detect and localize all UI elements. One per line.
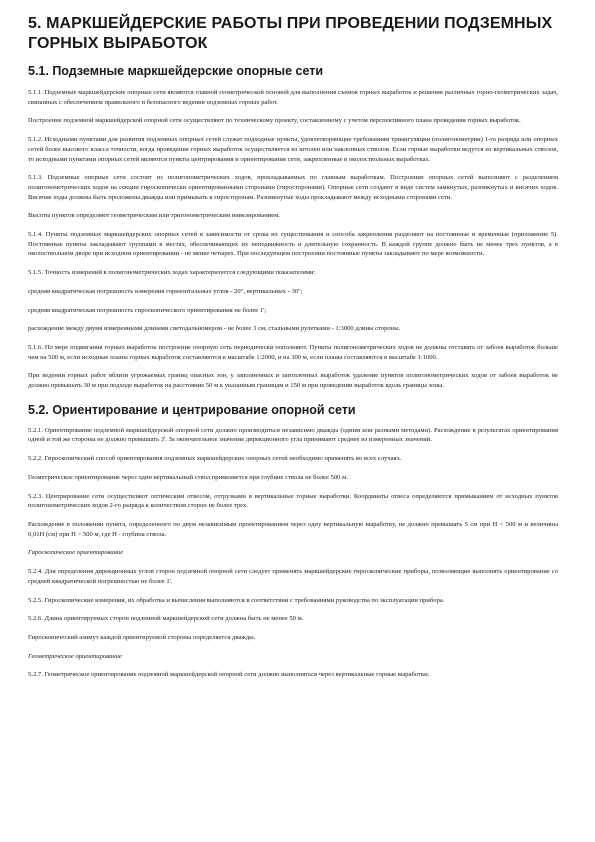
paragraph: 5.1.3. Подземные опорные сети состоят из полигонометрических ходов, прокладываемых по главным выработкам. Построение опорных сетей выполняют с разделением полигонометрических ходов на секции гироскопически ориентированными сторонами (гиросторонами). Опорные сети создают в виде систем замкнутых, разомкнутых и висячих ходов. Висячие ходы должны быть проложены дважды или примыкать к гиросторонам. Разомкнутые ходы прокладывают между исходными сторонами сети. xyxy=(28,174,558,201)
paragraph: расхождение между двумя измеренными длинами светодальномером - не более 3 см, стальными рулетками - 1:3000 длины стороны. xyxy=(28,325,401,333)
paragraph: 5.1.6. По мере подвигания горных выработок построение опорную сеть периодически пополняют. Пункты полигонометрических ходов не должны отставать от забоев выработок больше чем на 500 м, если исходные планы горных выработок составляются в масштабе 1:2000, и на 300 м, если планы составляются в масштабе 1:1000. xyxy=(28,343,558,361)
paragraph: 5.2.5. Гироскопические измерения, их обработка и вычисления выполняются в соответствии с требованиями руководства по эксплуатации прибора. xyxy=(28,596,445,604)
paragraph: Построение подземной маркшейдерской опорной сети осуществляют по техническому проекту, составленному с учетом перспективного плана проведения горных выработок. xyxy=(28,117,521,125)
paragraph: 5.2.7. Геометрическое ориентирование подземной маркшейдерской опорной сети должно выполняться через вертикальные горные выработки. xyxy=(28,671,430,679)
paragraph: 5.1.4. Пункты подземных маркшейдерских опорных сетей в зависимости от срока их существования и способа закрепления разделяют на постоянные и временные (приложение 5). Постоянные пункты закладывают группами в местах, обеспечивающих их неподвижность и длительную сохранность. В каждой группе должно быть не менее трех пунктов, а в околоствольном дворе при исходном ориентировании - не менее четырех. При последующем построении постоянные пункты закладывают по мере возможности. xyxy=(28,231,558,258)
subheading-geometric-orientation: Геометрическое ориентирование xyxy=(28,652,122,660)
paragraph: 5.2.4. Для определения дирекционных углов сторон подземной опорной сети следует применять маркшейдерские гироскопические приборы, позволяющие выполнять ориентирование со средней квадратической погрешностью не более 1'. xyxy=(28,568,558,585)
paragraph: 5.1.5. Точность измерений в полигонометрических ходах характеризуется следующими показателями: xyxy=(28,269,316,277)
paragraph: 5.1.2. Исходными пунктами для развития подземных опорных сетей служат подходные пункты, удовлетворяющие требованиям триангуляции (полигонометрии) 1-го разряда или опорных сетей более высокого класса точности, когда проведение горных выработок осуществляется из штолен или наклонных стволов. Если горные выработки ведутся из вертикальных стволов, то исходными пунктами опорных сетей являются пункты центрирования и ориентирования сети, закрепленные в околоствольных выработках. xyxy=(28,136,558,163)
paragraph: 5.1.1. Подземные маркшейдерские опорные сети являются главной геометрической основой для выполнения съемок горных выработок и решения различных горно-геометрических задач, связанных с обеспечением правильного и безопасного ведения подземных горных работ. xyxy=(28,89,558,106)
paragraph: средняя квадратическая погрешность гироскопического ориентирования не более 1'; xyxy=(28,306,267,314)
paragraph: Высоты пунктов определяют геометрическим или тригонометрическим нивелированием. xyxy=(28,212,280,220)
paragraph: средняя квадратическая погрешность измерения горизонтальных углов - 20", вертикальных - 30"; xyxy=(28,287,303,295)
paragraph: Расхождение в положении пункта, определенного по двум независимым проектированием через одну вертикальную выработку, не должно превышать 5 см при H < 500 м и величины 0,01H (см) при H > 500 м, где H - глубина ствола. xyxy=(28,520,558,538)
paragraph: 5.2.2. Гироскопический способ ориентирования подземных маркшейдерских опорных сетей необходимо применять во всех случаях. xyxy=(28,455,402,463)
paragraph: При ведении горных работ вблизи угрожаемых границ опасных зон, у заполненных и затопленных выработок удаление пунктов полигонометрических ходов от забоев выработок не должно превышать 30 м при подходе выработок на расстояние 50 м к указанным границам и 150 м при проведении выработок вдоль границы зоны. xyxy=(28,372,558,390)
section-heading-5-2: 5.2. Ориентирование и центрирование опорной сети xyxy=(28,402,356,417)
paragraph: Геометрическое ориентирование через один вертикальный ствол применяется при глубине ствола не более 500 м. xyxy=(28,473,348,481)
paragraph: 5.2.1. Ориентирование подземной маркшейдерской опорной сети должно производиться независимо дважды (одним или разными методами). Расхождение в результатах ориентирования одной и той же стороны не должно превышать 3'. За окончательное значение дирекционного угла принимают среднее из измеренных значений. xyxy=(28,426,558,444)
chapter-heading: 5. МАРКШЕЙДЕРСКИЕ РАБОТЫ ПРИ ПРОВЕДЕНИИ ПОДЗЕМНЫХ ГОРНЫХ ВЫРАБОТОК xyxy=(28,15,553,52)
section-heading-5-1: 5.1. Подземные маркшейдерские опорные сети xyxy=(28,64,324,78)
subheading-gyroscopic-orientation: Гироскопическое ориентирование xyxy=(28,549,124,557)
paragraph: 5.2.3. Центрирование сети осуществляют оптическим отвесом, отгрузками в вертикальные горные выработки. Координаты отвеса определяются примыканием от исходных пунктов полигонометрических ходов 2-го разряда к количеством сторон не более трех. xyxy=(28,492,558,510)
paragraph: 5.2.6. Длина ориентируемых сторон подземной маркшейдерской сети должна быть не менее 50 м. xyxy=(28,615,304,623)
paragraph: Гироскопический азимут каждой ориентируемой стороны определяется дважды. xyxy=(28,633,256,641)
document-page xyxy=(28,14,558,689)
